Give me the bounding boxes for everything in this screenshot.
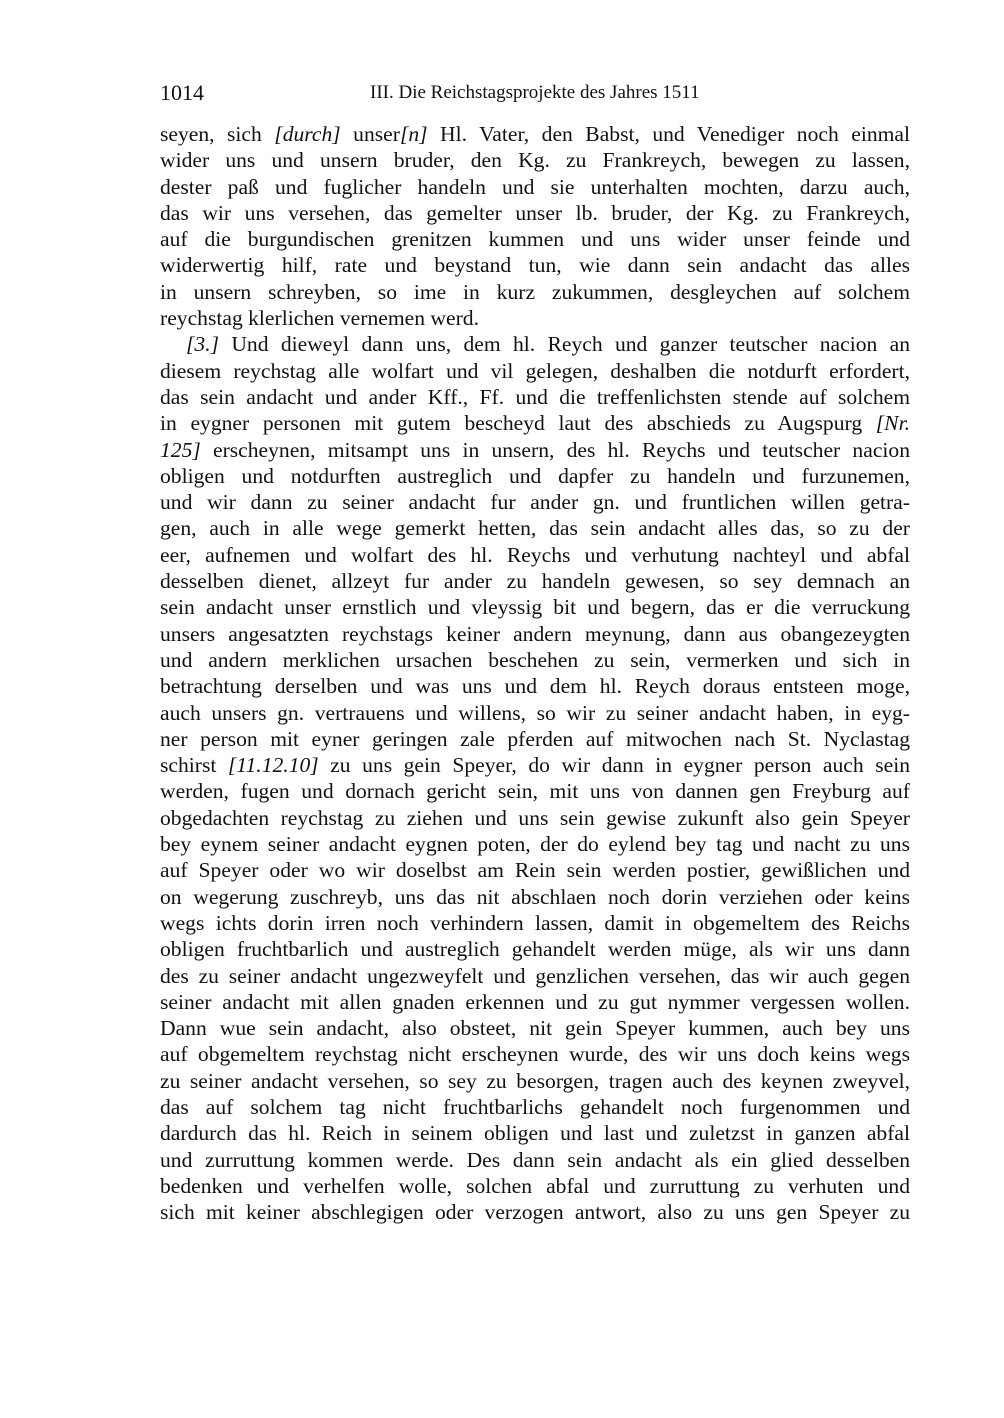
text-line (160, 489, 910, 515)
text-line (160, 936, 910, 962)
text-segment: unsers angesatzten reychstags keiner andern meynung, dann aus obangezeygten (160, 621, 910, 646)
text-segment: und andern merklichen ursachen beschehen zu sein, vermerken und sich in (160, 647, 910, 672)
text-line (160, 1147, 910, 1173)
page-header (160, 80, 910, 110)
text-line (160, 963, 910, 989)
text-line (160, 305, 910, 331)
editorial-note: [3.] (186, 332, 220, 357)
text-segment: auf die burgundischen grenitzen kummen und uns wider unser feinde und (160, 227, 910, 252)
text-line (160, 778, 910, 804)
text-line (160, 726, 910, 752)
text-segment: erscheynen, mitsampt uns in unsern, des hl. Reychs und teutscher nacion (200, 437, 910, 462)
text-line (160, 463, 910, 489)
text-segment: gen, auch in alle wege gemerkt hetten, das sein andacht alles das, so zu der (160, 516, 910, 541)
text-segment: das wir uns versehen, das gemelter unser lb. bruder, der Kg. zu Frankreych, (160, 200, 910, 225)
text-segment: obligen fruchtbarlich und austreglich gehandelt werden müge, als wir uns dann (160, 937, 910, 962)
text-line (160, 1120, 910, 1146)
text-line (160, 989, 910, 1015)
text-line (160, 700, 910, 726)
editorial-note: [n] (399, 122, 428, 146)
text-line (160, 568, 910, 594)
text-line (160, 437, 910, 463)
text-segment: dardurch das hl. Reich in seinem obligen und last und zuletzst in ganzen abfal (160, 1121, 910, 1146)
text-segment: zu uns gein Speyer, do wir dann in eygner person auch sein (318, 753, 910, 778)
text-segment: Und dieweyl dann uns, dem hl. Reych und ganzer teutscher nacion an (219, 332, 910, 357)
text-segment: in unsern schreyben, so ime in kurz zukummen, desgleychen auf solchem (160, 279, 910, 304)
text-line (160, 542, 910, 568)
text-segment: seiner andacht mit allen gnaden erkennen und zu gut nymmer vergessen wollen. (160, 989, 910, 1014)
text-line (160, 279, 910, 305)
text-line (160, 752, 910, 778)
text-segment: auf Speyer oder wo wir doselbst am Rein sein werden postier, gewißlichen und (160, 858, 910, 883)
text-segment: ner person mit eyner geringen zale pferden auf mitwochen nach St. Nyclastag (160, 726, 910, 751)
text-segment: eer, aufnemen und wolfart des hl. Reychs und verhutung nachteyl und abfal (160, 542, 910, 567)
text-segment: desselben dienet, allzeyt fur ander zu handeln gewesen, so sey demnach an (160, 569, 910, 594)
text-line (160, 252, 910, 278)
text-line (160, 673, 910, 699)
text-line (160, 358, 910, 384)
running-title: III. Die Reichstagsprojekte des Jahres 1511 (370, 82, 700, 103)
text-segment: obgedachten reychstag zu ziehen und uns sein gewise zukunft also gein Speyer (160, 805, 910, 830)
text-segment: widerwertig hilf, rate und beystand tun, wie dann sein andacht das alles (160, 253, 910, 278)
text-line (160, 1068, 910, 1094)
text-line (160, 384, 910, 410)
editorial-note: [11.12.10] (227, 753, 319, 778)
text-segment: des zu seiner andacht ungezweyfelt und genzlichen versehen, das wir auch gegen (160, 963, 910, 988)
text-segment: das auf solchem tag nicht fruchtbarlichs gehandelt noch furgenommen und (160, 1094, 910, 1119)
text-line (160, 1094, 910, 1120)
editorial-note: 125] (160, 437, 201, 462)
text-line (160, 621, 910, 647)
text-segment: diesem reychstag alle wolfart und vil gelegen, deshalben die notdurft erfordert, (160, 358, 910, 383)
editorial-note: [durch] (274, 122, 341, 146)
text-segment: wegs ichts dorin irren noch verhindern lassen, damit in obgemeltem des Reichs (160, 910, 910, 935)
text-line (160, 884, 910, 910)
text-segment: auch unsers gn. vertrauens und willens, so wir zu seiner andacht haben, in eyg- (160, 700, 910, 725)
text-line (160, 200, 910, 226)
text-segment: obligen und notdurften austreglich und dapfer zu handeln und furzunemen, (160, 463, 910, 488)
text-line (160, 226, 910, 252)
text-line (160, 910, 910, 936)
text-segment: schirst (160, 753, 228, 778)
text-line (160, 331, 910, 357)
body-text (160, 121, 910, 1225)
text-segment: sich mit keiner abschlegigen oder verzogen antwort, also zu uns gen Speyer zu (160, 1200, 910, 1225)
text-segment: betrachtung derselben und was uns und dem hl. Reych doraus entsteen moge, (160, 674, 910, 699)
paragraph (160, 331, 910, 1225)
text-segment: auf obgemeltem reychstag nicht erscheynen wurde, des wir uns doch keins wegs (160, 1042, 910, 1067)
text-segment: Hl. Vater, den Babst, und Venediger noch einmal (427, 122, 910, 146)
text-line (160, 805, 910, 831)
text-line (160, 1173, 910, 1199)
text-line (160, 147, 910, 173)
text-segment: sein andacht unser ernstlich und vleyssig bit und begern, das er die verruckung (160, 595, 910, 620)
text-line (160, 174, 910, 200)
text-line (160, 857, 910, 883)
text-line (160, 1041, 910, 1067)
text-segment: zu seiner andacht versehen, so sey zu besorgen, tragen auch des keynen zweyvel, (160, 1068, 910, 1093)
text-segment: seyen, sich (160, 122, 275, 146)
text-line (160, 1015, 910, 1041)
text-line (160, 1199, 910, 1225)
text-line (160, 647, 910, 673)
text-segment: werden, fugen und dornach gericht sein, mit uns von dannen gen Freyburg auf (160, 779, 910, 804)
text-segment: bey eynem seiner andacht eygnen poten, der do eylend bey tag und nacht zu uns (160, 832, 910, 857)
text-segment: on wegerung zuschreyb, uns das nit abschlaen noch dorin verziehen oder keins (160, 884, 910, 909)
page-number: 1014 (160, 80, 204, 105)
text-segment: bedenken und verhelfen wolle, solchen abfal und zurruttung zu verhuten und (160, 1173, 910, 1198)
text-segment: das sein andacht und ander Kff., Ff. und die treffenlichsten stende auf solchem (160, 384, 910, 409)
editorial-note: [Nr. (875, 411, 910, 436)
text-segment: in eygner personen mit gutem bescheyd laut des abschieds zu Augspurg (160, 411, 876, 436)
paragraph (160, 121, 910, 331)
text-segment: reychstag klerlichen vernemen werd. (160, 306, 479, 331)
text-line (160, 515, 910, 541)
text-segment: und zurruttung kommen werde. Des dann sein andacht als ein glied desselben (160, 1147, 910, 1172)
text-line (160, 121, 910, 147)
text-segment: dester paß und fuglicher handeln und sie unterhalten mochten, darzu auch, (160, 174, 910, 199)
text-segment: wider uns und unsern bruder, den Kg. zu Frankreych, bewegen zu lassen, (160, 148, 910, 173)
text-segment: Dann wue sein andacht, also obsteet, nit gein Speyer kummen, auch bey uns (160, 1016, 910, 1041)
text-line (160, 594, 910, 620)
text-line (160, 831, 910, 857)
text-segment: und wir dann zu seiner andacht fur ander gn. und fruntlichen willen getra- (160, 490, 910, 515)
text-line (160, 410, 910, 436)
text-segment: unser (340, 122, 400, 146)
